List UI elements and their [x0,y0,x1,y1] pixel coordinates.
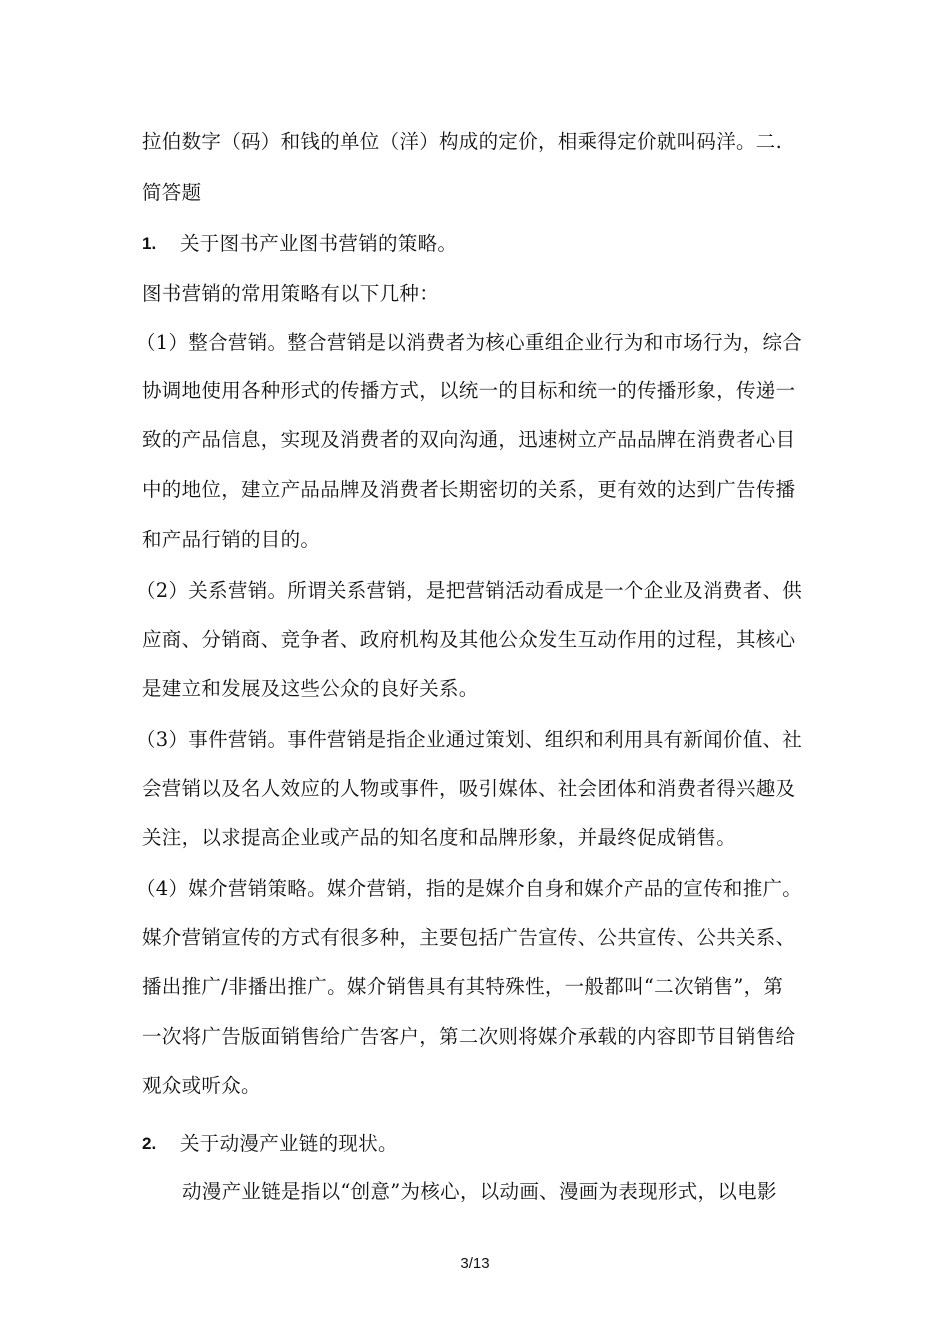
text-line: 简答题 [142,181,202,204]
text-line: 协调地使用各种形式的传播方式，以统一的目标和统一的传播形象，传递一 [142,379,796,402]
text-line: （4）媒介营销策略。媒介营销，指的是媒介自身和媒介产品的宣传和推广。 [136,877,803,900]
text-line: （3）事件营销。事件营销是指企业通过策划、组织和利用具有新闻价值、社 [136,728,803,751]
text-line: 和产品行销的目的。 [142,528,321,551]
section-title: 关于图书产业图书营销的策略。 [180,232,458,255]
section-number: 2. [142,1134,157,1153]
page-number: 3/13 [460,1255,490,1272]
text-line: 媒介营销宣传的方式有很多种，主要包括广告宣传、公共宣传、公共关系、 [142,926,796,949]
text-line: 图书营销的常用策略有以下几种： [142,282,440,305]
text-line: （1）整合营销。整合营销是以消费者为核心重组企业行为和市场行为，综合 [136,331,803,354]
text-line: 动漫产业链是指以“创意”为核心，以动画、漫画为表现形式，以电影 [182,1180,777,1203]
text-line: 中的地位，建立产品品牌及消费者长期密切的关系，更有效的达到广告传播 [142,478,796,501]
section-title: 关于动漫产业链的现状。 [180,1132,398,1155]
text-line: 拉伯数字（码）和钱的单位（洋）构成的定价，相乘得定价就叫码洋。二. [142,130,783,153]
text-line: 是建立和发展及这些公众的良好关系。 [142,677,479,700]
text-line: 关注，以求提高企业或产品的知名度和品牌形象，并最终促成销售。 [142,826,737,849]
text-line: （2）关系营销。所谓关系营销，是把营销活动看成是一个企业及消费者、供 [136,579,803,602]
text-line: 会营销以及名人效应的人物或事件，吸引媒体、社会团体和消费者得兴趣及 [142,777,796,800]
text-line: 一次将广告版面销售给广告客户，第二次则将媒介承载的内容即节目销售给 [142,1025,796,1048]
text-line: 应商、分销商、竞争者、政府机构及其他公众发生互动作用的过程，其核心 [142,628,796,651]
text-line: 播出推广/非播出推广。媒介销售具有其特殊性，一般都叫“二次销售”，第 [142,975,784,998]
text-line: 观众或听众。 [142,1074,261,1097]
text-line: 致的产品信息，实现及消费者的双向沟通，迅速树立产品品牌在消费者心目 [142,428,796,451]
section-number: 1. [142,234,157,253]
